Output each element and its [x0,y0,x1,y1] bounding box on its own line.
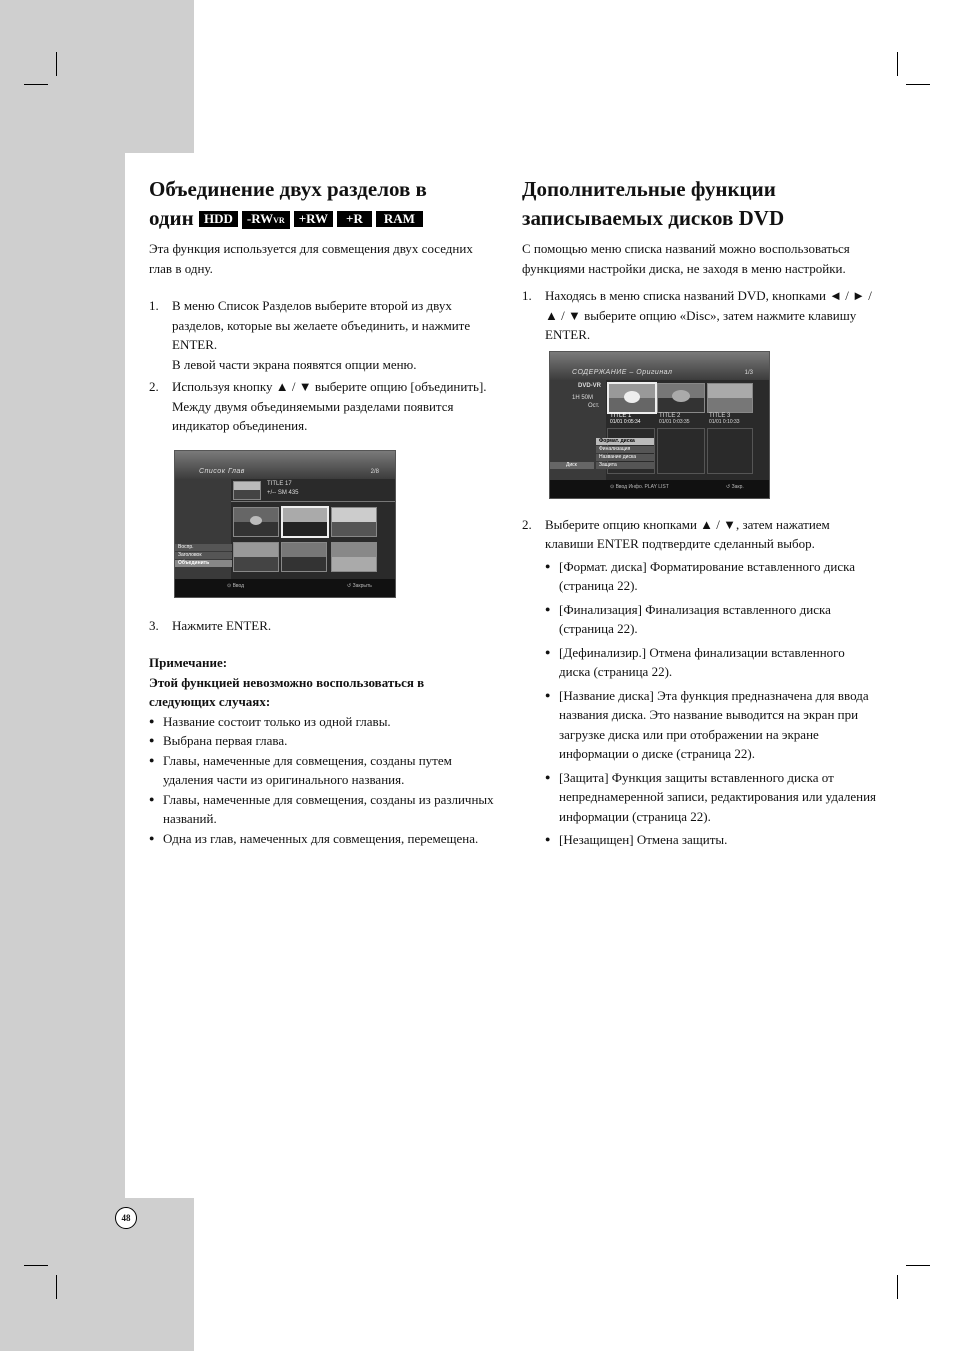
steps-list-continued [522,515,877,554]
footer-hints: ⊙ Ввод Инфо. PLAY LIST [610,483,669,490]
screen-title: Список Глав [199,467,245,475]
step-item [522,286,877,345]
badge-rwvr [242,211,290,229]
note-item: ● Главы, намеченные для совмещения, созданы из различных названий. [149,790,494,829]
disc-menu-screenshot [549,351,770,499]
options-list [545,557,877,850]
margin-block-top [0,0,194,153]
note-item: ● Одна из глав, намеченных для совмещения, перемещена. [149,829,494,849]
badge-ram: RAM [376,211,423,227]
step-text: Нажмите ENTER. [172,617,272,633]
section-title-merge [149,175,494,233]
step-text: Находясь в меню списка названий DVD, кнопками ◄ / ► / ▲ / ▼ выберите опцию «Disc», затем нажмите клавишу ENTER. [545,288,872,342]
options-wrapper [522,557,877,850]
title-thumbnail[interactable] [657,383,705,413]
chapter-thumbnail[interactable] [233,542,279,572]
title-name: TITLE 2 [659,412,681,419]
badge-plus-r: +R [337,211,372,227]
screen-page: 2/8 [370,468,379,475]
left-column [149,175,494,848]
title-name: TITLE 3 [709,412,731,419]
margin-block-bottom [0,1198,194,1351]
steps-list [149,296,494,436]
badge-vr-sub: VR [273,216,285,225]
option-item: ● [Название диска] Эта функция предназначена для ввода названия диска. Это название выводится на экран при загрузке диска или при отображении на экране информации о диске (страница 22). [545,686,877,764]
info-title: TITLE 17 [267,480,292,487]
title-name: TITLE 1 [610,412,632,419]
intro-text: С помощью меню списка названий можно воспользоваться функциями настройки диска, не заходя в меню настройки. [522,241,850,276]
steps-list-continued [149,616,494,636]
info-meta: +/-- SM 435 [267,489,299,496]
step-item [149,296,494,374]
badge-rw-text: -RW [246,211,274,226]
empty-slot [657,428,705,474]
menu-item-protect[interactable]: Защита [596,462,654,469]
option-item: ● [Защита] Функция защиты вставленного диска от непреднамеренной записи, редактирования или удаления информации (страница 22). [545,768,877,827]
option-item: ● [Дефинализир.] Отмена финализации вставленного диска (страница 22). [545,643,877,682]
margin-block-left [0,153,125,1198]
step-number: 1. [149,298,159,313]
disc-type: DVD-VR [578,382,602,389]
intro-text: Эта функция используется для совмещения двух соседних глав в одну. [149,241,473,276]
title-line-1: Дополнительные функции [522,177,776,201]
step-text: Выберите опцию кнопками ▲ / ▼, затем нажатием клавиши ENTER подтвердите сделанный выбор. [545,516,830,551]
info-thumbnail [233,481,261,500]
step-number: 2. [149,379,159,394]
close-hint: ↺ Закр. [726,483,744,490]
crop-mark [24,1265,48,1266]
crop-mark [56,1275,57,1299]
menu-item-disc-name[interactable]: Название диска [596,454,654,461]
menu-item-play[interactable]: Воспр. [175,544,232,551]
crop-mark [24,84,48,85]
menu-item-merge[interactable]: Объединить [175,560,232,567]
step-extra: В левой части экрана появятся опции меню. [172,356,417,372]
note-item: ● Главы, намеченные для совмещения, созданы путем удаления части из оригинального названия. [149,751,494,790]
step-number: 1. [522,288,532,303]
note-list [149,712,494,849]
crop-mark [897,52,898,76]
chapter-thumbnail[interactable] [233,507,279,537]
title-line-2: записываемых дисков DVD [522,206,785,230]
note-title: Примечание: [149,655,228,670]
note-item: ● Название состоит только из одной главы. [149,712,494,732]
menu-item-finalize[interactable]: Финализация [596,446,654,453]
step-item [149,377,494,436]
step-number: 2. [522,516,532,532]
title-thumbnail[interactable] [707,383,753,413]
chapter-thumbnail[interactable] [331,542,377,572]
step-number: 3. [149,617,159,633]
enter-hint: ⊙ Ввод [227,582,245,589]
option-item: ● [Незащищен] Отмена защиты. [545,830,877,850]
chapter-thumbnail[interactable] [281,542,327,572]
empty-slot [707,428,753,474]
title-info: 01/01 0:05:34 [610,418,641,425]
divider [231,501,395,502]
page-number: 48 [115,1207,137,1229]
disc-remaining: 1H 50M [572,394,594,401]
note-subtitle: Этой функцией невозможно воспользоваться в следующих случаях: [149,674,425,709]
chapter-thumbnail[interactable] [331,507,377,537]
disc-remaining-label: Ост. [588,402,600,409]
step-item [149,616,494,636]
note-item: ● Выбрана первая глава. [149,731,494,751]
screen-page: 1/3 [744,369,753,376]
title-line-2: один [149,206,194,230]
badge-plus-rw: +RW [294,211,333,227]
step-item [522,515,877,554]
option-item: ● [Финализация] Финализация вставленного диска (страница 22). [545,600,877,639]
chapter-list-screenshot [174,450,396,598]
title-line-1: Объединение двух разделов в [149,177,427,201]
option-item: ● [Формат. диска] Форматирование вставленного диска (страница 22). [545,557,877,596]
close-hint: ↺ Закрыть [347,582,372,589]
chapter-thumbnail-selected[interactable] [281,506,329,538]
steps-list [522,286,877,345]
screen-title: СОДЕРЖАНИЕ – Оригинал [572,368,673,376]
crop-mark [906,1265,930,1266]
section-title-dvd [522,175,877,233]
title-info: 01/01 0:10:33 [709,418,740,425]
crop-mark [897,1275,898,1299]
menu-item-title[interactable]: Заголовок [175,552,232,559]
step-text: В меню Список Разделов выберите второй из двух разделов, которые вы желаете объединить, и нажмите ENTER. [172,298,471,352]
crop-mark [906,84,930,85]
badge-hdd: HDD [199,211,238,227]
sidebar-disc-label[interactable]: Диск [550,462,594,469]
menu-item-format[interactable]: Формат. диска [596,438,654,445]
title-info: 01/01 0:03:35 [659,418,690,425]
crop-mark [56,52,57,76]
step-text: Используя кнопку ▲ / ▼ выберите опцию [объединить]. Между двумя объединяемыми разделами появится индикатор объединения. [172,379,487,433]
title-thumbnail-selected[interactable] [607,382,657,414]
right-column [522,175,877,854]
